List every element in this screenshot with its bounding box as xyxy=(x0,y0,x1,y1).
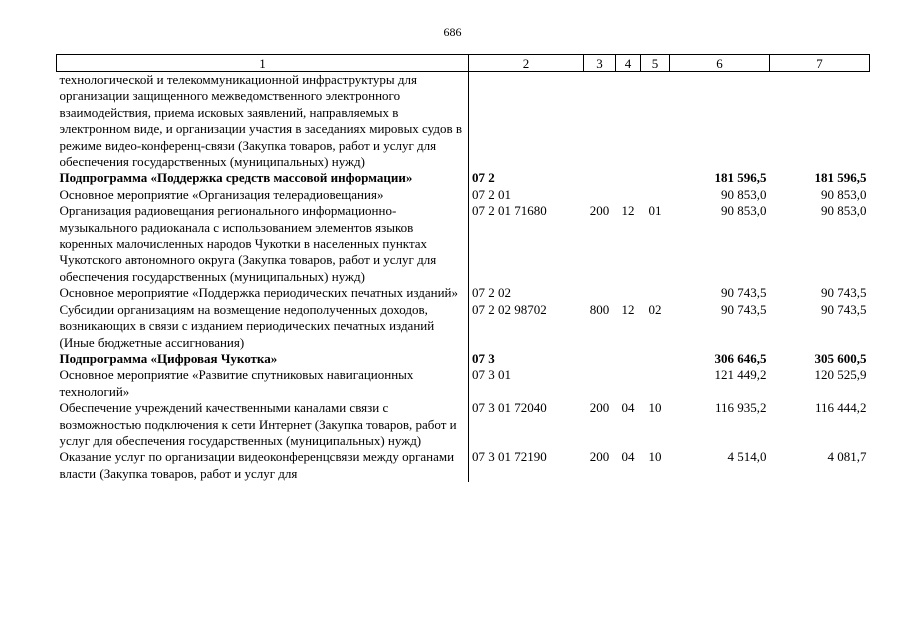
row-col5-cell xyxy=(641,285,670,301)
row-col7-amount: 4 081,7 xyxy=(827,449,867,465)
row-col6-amount: 121 449,2 xyxy=(714,367,767,383)
row-name-cell: Подпрограмма «Цифровая Чукотка» xyxy=(57,351,469,367)
row-col7-amount: 120 525,9 xyxy=(814,367,867,383)
table-row xyxy=(57,187,870,203)
header-col-5: 5 xyxy=(641,55,670,72)
row-code-cell: 07 2 xyxy=(472,170,495,186)
row-name-cell: Основное мероприятие «Организация телерадиовещания» xyxy=(57,187,469,203)
row-name-cell: Основное мероприятие «Поддержка периодических печатных изданий» xyxy=(57,285,469,301)
row-col5-cell xyxy=(641,351,670,367)
row-col6-amount: 181 596,5 xyxy=(714,170,767,186)
row-col4-cell xyxy=(616,187,641,203)
row-col3-cell: 800 xyxy=(589,301,610,317)
row-col7-amount: 181 596,5 xyxy=(814,170,867,186)
table-row xyxy=(57,351,870,367)
row-col6-amount xyxy=(670,72,770,171)
row-code-cell: 07 2 01 71680 xyxy=(472,203,547,219)
row-col5-cell: 10 xyxy=(648,400,662,416)
row-code-cell: 07 2 02 xyxy=(472,285,511,301)
budget-table xyxy=(56,54,870,482)
row-name-cell: Организация радиовещания регионального информационно-музыкального радиоканала с использованием элементов языков коренных малочисленных народов Чукотки в населенных пунктах Чукотского автономного округа (Закупка товаров, работ и услуг для обеспечения государственных (муниципальных) нужд) xyxy=(57,203,469,285)
row-col6-amount: 90 743,5 xyxy=(721,285,767,301)
row-col6-amount: 4 514,0 xyxy=(727,449,767,465)
table-row xyxy=(57,302,870,351)
row-code-cell: 07 2 02 98702 xyxy=(472,301,547,317)
header-col-1: 1 xyxy=(57,55,469,72)
row-col4-cell xyxy=(616,367,641,400)
row-col5-cell xyxy=(641,72,670,171)
row-col6-amount: 90 853,0 xyxy=(721,186,767,202)
row-col4-cell xyxy=(616,351,641,367)
row-col4-cell xyxy=(616,72,641,171)
row-col7-amount: 116 444,2 xyxy=(814,400,867,416)
row-col5-cell xyxy=(641,170,670,186)
row-name-cell: технологической и телекоммуникационной инфраструктуры для организации защищенного межведомственного электронного взаимодействия, приема исковых заявлений, направляемых в электронном виде, и организации участия в заседаниях мировых судов в режиме видео-конференц-связи (Закупка товаров, работ и услуг для обеспечения государственных (муниципальных) нужд) xyxy=(57,72,469,171)
table-row xyxy=(57,285,870,301)
row-col3-cell: 200 xyxy=(589,449,610,465)
row-col6-amount: 90 743,5 xyxy=(721,301,767,317)
table-row xyxy=(57,449,870,482)
row-col5-cell xyxy=(641,367,670,400)
row-col7-amount: 305 600,5 xyxy=(814,350,867,366)
row-col3-cell xyxy=(584,351,616,367)
row-name-cell: Субсидии организациям на возмещение недополученных доходов, возникающих в связи с изданием периодических печатных изданий (Иные бюджетные ассигнования) xyxy=(57,302,469,351)
header-col-6: 6 xyxy=(670,55,770,72)
row-col3-cell: 200 xyxy=(589,400,610,416)
row-col5-cell: 01 xyxy=(648,203,662,219)
row-code-cell: 07 3 01 xyxy=(472,367,511,383)
row-col3-cell xyxy=(584,170,616,186)
table-row xyxy=(57,367,870,400)
table-body xyxy=(57,72,870,483)
row-code-cell: 07 3 xyxy=(472,350,495,366)
header-col-3: 3 xyxy=(584,55,616,72)
row-name-cell: Оказание услуг по организации видеоконференцсвязи между органами власти (Закупка товаров, работ и услуг для xyxy=(57,449,469,482)
row-col4-cell xyxy=(616,285,641,301)
row-col3-cell xyxy=(584,187,616,203)
row-col4-cell: 12 xyxy=(621,301,635,317)
row-col4-cell xyxy=(616,170,641,186)
row-col5-cell: 02 xyxy=(648,301,662,317)
header-col-2: 2 xyxy=(469,55,584,72)
row-col4-cell: 04 xyxy=(621,400,635,416)
table-row xyxy=(57,170,870,186)
row-col5-cell: 10 xyxy=(648,449,662,465)
header-col-4: 4 xyxy=(616,55,641,72)
row-code-cell: 07 3 01 72190 xyxy=(472,449,547,465)
row-col7-amount xyxy=(770,72,870,171)
row-name-cell: Обеспечение учреждений качественными каналами связи с возможностью подключения к сети Интернет (Закупка товаров, работ и услуг для обеспечения государственных (муниципальных) нужд) xyxy=(57,400,469,449)
row-code-cell: 07 2 01 xyxy=(472,186,511,202)
row-code-cell xyxy=(469,72,584,171)
row-col7-amount: 90 853,0 xyxy=(821,203,867,219)
row-col3-cell xyxy=(584,367,616,400)
row-col3-cell: 200 xyxy=(589,203,610,219)
row-col7-amount: 90 853,0 xyxy=(821,186,867,202)
row-code-cell: 07 3 01 72040 xyxy=(472,400,547,416)
page-number: 686 xyxy=(443,25,462,39)
row-col6-amount: 90 853,0 xyxy=(721,203,767,219)
table-row xyxy=(57,400,870,449)
row-col6-amount: 306 646,5 xyxy=(714,350,767,366)
row-col7-amount: 90 743,5 xyxy=(821,301,867,317)
row-col3-cell xyxy=(584,72,616,171)
row-col7-amount: 90 743,5 xyxy=(821,285,867,301)
header-col-7: 7 xyxy=(770,55,870,72)
row-name-cell: Основное мероприятие «Развитие спутниковых навигационных технологий» xyxy=(57,367,469,400)
row-col4-cell: 04 xyxy=(621,449,635,465)
row-col3-cell xyxy=(584,285,616,301)
header-row xyxy=(57,55,870,72)
table-row xyxy=(57,203,870,285)
row-col4-cell: 12 xyxy=(621,203,635,219)
table-row xyxy=(57,72,870,171)
row-col5-cell xyxy=(641,187,670,203)
row-col6-amount: 116 935,2 xyxy=(714,400,767,416)
row-name-cell: Подпрограмма «Поддержка средств массовой информации» xyxy=(57,170,469,186)
